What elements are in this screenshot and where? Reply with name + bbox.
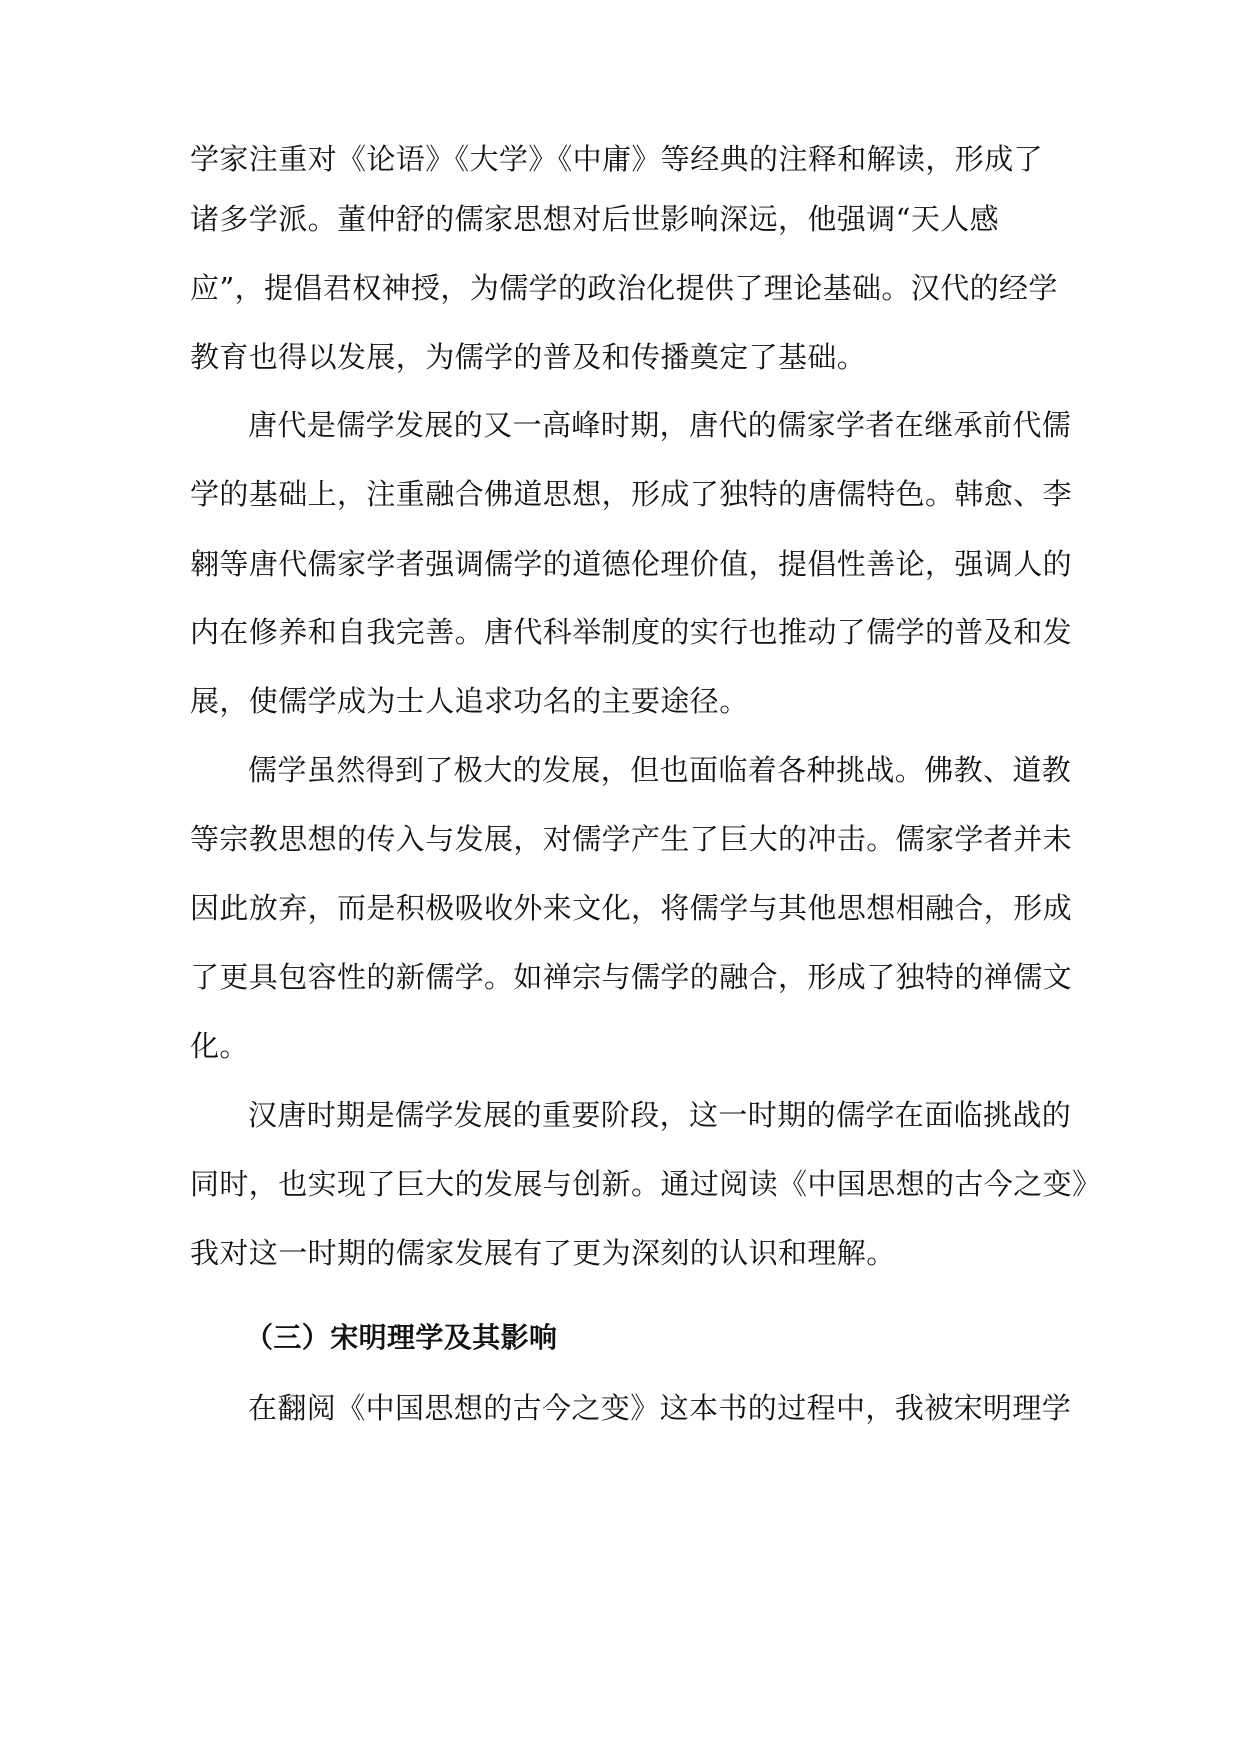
- paragraph-line: 展，使儒学成为士人追求功名的主要途径。: [190, 684, 749, 718]
- paragraph-line: 唐代是儒学发展的又一高峰时期，唐代的儒家学者在继承前代儒: [248, 408, 1072, 442]
- section-heading: （三）宋明理学及其影响: [245, 1321, 558, 1354]
- paragraph-line: 了更具包容性的新儒学。如禅宗与儒学的融合，形成了独特的禅儒文: [190, 960, 1073, 994]
- paragraph-line: 应”，提倡君权神授，为儒学的政治化提供了理论基础。汉代的经学: [190, 271, 1058, 305]
- paragraph-line: 学的基础上，注重融合佛道思想，形成了独特的唐儒特色。韩愈、李: [190, 477, 1073, 511]
- paragraph-line: 同时，也实现了巨大的发展与创新。通过阅读《中国思想的古今之变》: [190, 1167, 1102, 1201]
- paragraph-line: 教育也得以发展，为儒学的普及和传播奠定了基础。: [190, 340, 867, 374]
- paragraph-line: 翱等唐代儒家学者强调儒学的道德伦理价值，提倡性善论，强调人的: [190, 547, 1073, 581]
- paragraph-line: 在翻阅《中国思想的古今之变》这本书的过程中，我被宋明理学: [248, 1391, 1072, 1425]
- paragraph-line: 诸多学派。董仲舒的儒家思想对后世影响深远，他强调“天人感: [190, 202, 1000, 236]
- paragraph-line: 汉唐时期是儒学发展的重要阶段，这一时期的儒学在面临挑战的: [248, 1098, 1072, 1132]
- paragraph-line: 儒学虽然得到了极大的发展，但也面临着各种挑战。佛教、道教: [248, 753, 1072, 787]
- paragraph-line: 我对这一时期的儒家发展有了更为深刻的认识和理解。: [190, 1236, 896, 1270]
- paragraph-line: 内在修养和自我完善。唐代科举制度的实行也推动了儒学的普及和发: [190, 615, 1073, 649]
- paragraph-line: 化。: [190, 1029, 249, 1063]
- paragraph-line: 学家注重对《论语》《大学》《中庸》等经典的注释和解读，形成了: [190, 142, 1044, 176]
- paragraph-line: 因此放弃，而是积极吸收外来文化，将儒学与其他思想相融合，形成: [190, 891, 1073, 925]
- paragraph-line: 等宗教思想的传入与发展，对儒学产生了巨大的冲击。儒家学者并未: [190, 822, 1073, 856]
